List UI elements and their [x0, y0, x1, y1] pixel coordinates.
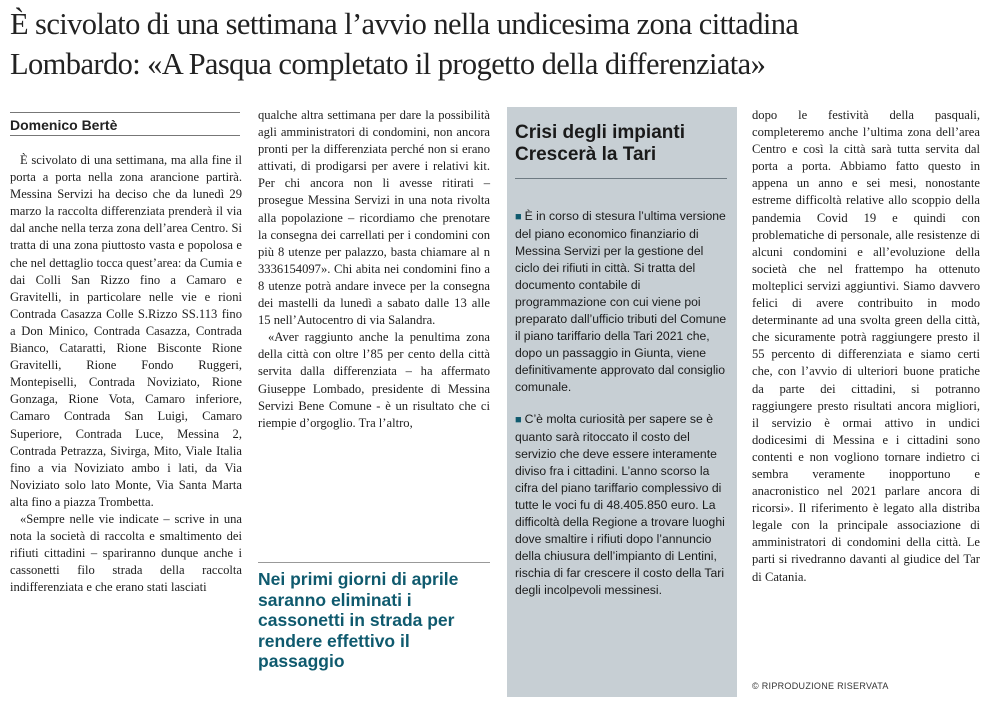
paragraph: È scivolato di una settimana, ma alla fine il porta a porta nella zona arancione partirà. Messina Servizi ha deciso che da lunedì 29 marzo la raccolta differenziata prenderà il via dal anche nella terza zona dell’area Centro. Si tratta di una zona piuttosto vasta e popolosa e che nel dettaglio tocca quest’area: da Cumia e dai Colli San Rizzo fino a Camaro e Gravitelli, in particolare nelle vie e rioni Contrada Casazza Colle S.Rizzo SS.113 fino a Don Minico, Contrada Casazza, Contrada Bianco, Cataratti, Rione Bisconte Rione Gravitelli, Rione Fondo Ruggeri, Montepiselli, Contrada Noviziato, Rione Gonzaga, Rione Vota, Camaro inferiore, Camaro Contrada San Luigi, Camaro Superiore, Contrada Luce, Messina 2, Contrada Petrazza, Sivirga, Mito, Viale Italia fino a via Noviziato ambo i lati, da Via Noviziato solo lato Monte, Via Santa Marta alta fino a piazza Trombetta.: [10, 153, 242, 509]
article-headline: [10, 4, 985, 84]
sidebar-body: [515, 208, 729, 614]
sidebar-paragraph: ■ È in corso di stesura l’ultima versione del piano economico finanziario di Messina Servizi per la gestione del ciclo dei rifiuti in città. Si tratta del documento contabile di programmazione con cui viene poi preparato dall’ufficio tributi del Comune il piano tariffario della Tari 2021 che, dopo un passaggio in Giunta, viene definitivamente approvato dal consiglio comunale.: [515, 209, 727, 394]
paragraph: «Sempre nelle vie indicate – scrive in una nota la società di raccolta e smaltimento dei rifiuti cittadini – spariranno dunque anche i cassonetti filo strada della raccolta indifferenziata e che erano stati lasciati: [10, 511, 242, 595]
paragraph: qualche altra settimana per dare la possibilità agli amministratori di condomini, non ancora pronti per la differenziata perché non si erano attivati, di prodigarsi per avere i relativi kit. Per chi ancora non li avesse ritirati – prosegue Messina Servizi in una nota rivolta alla popolazione – ricordiamo che prenotare la consegna dei carrellati per i condomini con più 8 utenze per palazzo, basta chiamare al n 3336154097». Chi abita nei condomini fino a 8 utenze potrà andare invece per la consegna dei mastelli da lunedì a sabato dalle 13 alle 15 nell’Autocentro di via Salandra.: [258, 108, 490, 328]
sidebar-title-line-2: Crescerà la Tari: [515, 144, 657, 165]
square-bullet-icon: ■: [515, 211, 522, 223]
headline-line-2: Lombardo: «A Pasqua completato il progetto della differenziata»: [10, 47, 766, 81]
paragraph: dopo le festività della pasquali, completeremo anche l’ultima zona dell’area Centro e così la città sarà tutta servita dal porta a porta. Abbiamo fatto questo in appena un anno e sei mesi, nonostante estreme difficoltà relative allo scoppio della pandemia Covid 19 e quindi con problematiche di personale, alle resistenze di alcuni condomini e all’evoluzione della società che nel frattempo ha ottenuto molteplici servizi aggiuntivi. Siamo davvero felici di avere contribuito in modo determinante ad una svolta green della città, che sicuramente potrà raggiungere presto il 55 percento di differenziata e siamo certi che, con l’avvio di ulteriori buone pratiche da parte dei cittadini, si potranno raggiungere presto risultati ancora migliori, il servizio è ormai attivo in undici dodicesimi di Messina e i cittadini sono contenti e non vogliono tornare indietro ci sembra veramente inopportuno e anacronistico nel 2021 parlare ancora di ricorsi». Il riferimento è legato alla distriba legale con la principale associazione di amministratori di condomini della città. Le parti si rivedranno davanti al giudice del Tar di Catania.: [752, 108, 980, 584]
article-column-1: [10, 152, 242, 596]
sidebar-title-line-1: Crisi degli impianti: [515, 122, 685, 143]
pull-quote: Nei primi giorni di aprile saranno eliminati i cassonetti in strada per rendere effettivo il passaggio: [258, 562, 490, 672]
copyright-notice: © RIPRODUZIONE RISERVATA: [752, 681, 889, 691]
sidebar-paragraph: ■ C’è molta curiosità per sapere se è quanto sarà ritoccato il costo del servizio che deve essere interamente diviso fra i cittadini. L’anno scorso la cifra del piano tariffario complessivo di tutte le voci fu di 48.405.850 euro. La difficoltà della Regione a trovare luoghi dove smaltire i rifiuti dopo l’annuncio della chiusura dell’impianto di Lentini, rischia di far crescere il costo della Tari degli incolpevoli messinesi.: [515, 412, 725, 597]
article-column-2: [258, 107, 490, 432]
sidebar-divider: [515, 178, 727, 179]
sidebar-title: [505, 122, 745, 166]
square-bullet-icon: ■: [515, 414, 522, 426]
headline-line-1: È scivolato di una settimana l’avvio nella undicesima zona cittadina: [10, 7, 799, 41]
article-column-4: [752, 107, 980, 586]
author-byline: Domenico Bertè: [10, 112, 240, 136]
paragraph: «Aver raggiunto anche la penultima zona della città con oltre l’85 per cento della città servita dalla differenziata – ha affermato Giuseppe Lombado, presidente di Messina Servizi Bene Comune - è un risultato che ci riempie d’orgoglio. Tra l’altro,: [258, 330, 490, 430]
